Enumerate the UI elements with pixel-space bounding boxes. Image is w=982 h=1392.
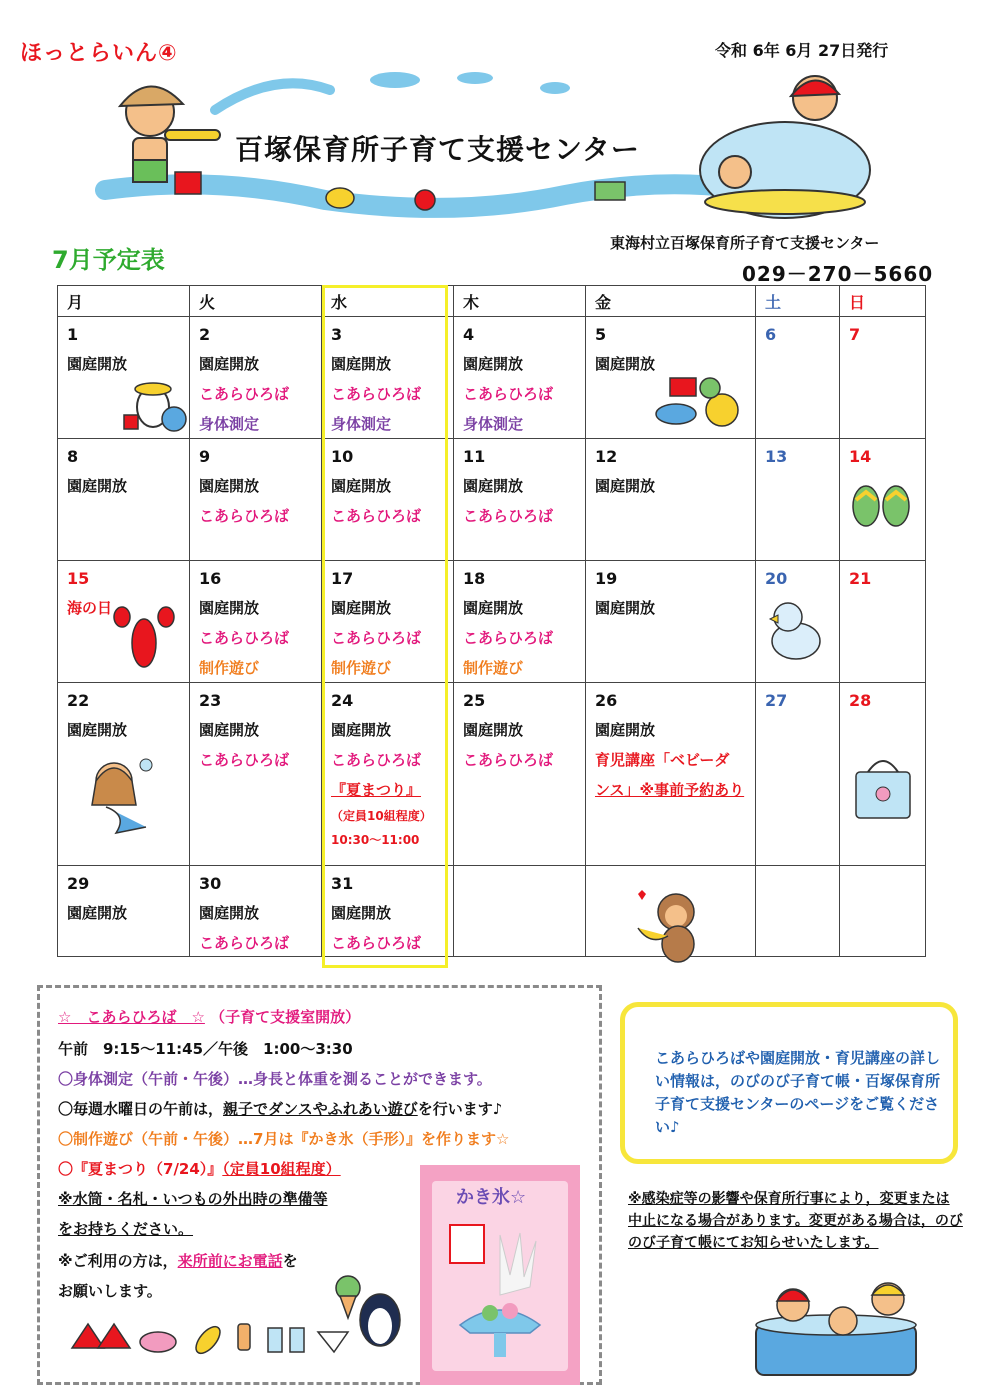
- calendar-day: [322, 561, 454, 683]
- day-event: 園庭開放: [199, 904, 260, 922]
- day-number: 19: [595, 569, 618, 588]
- info-heading-sub: （子育て支援室開放）: [210, 1008, 361, 1026]
- day-number: 22: [67, 691, 90, 710]
- calendar-day: [586, 683, 756, 866]
- calendar-day: [322, 439, 454, 561]
- day-event: 制作遊び: [199, 659, 260, 677]
- day-number: 12: [595, 447, 618, 466]
- weekday-header: 火: [190, 286, 322, 317]
- weekday-header: 金: [586, 286, 756, 317]
- day-event: 育児講座「ベビーダ: [595, 751, 730, 769]
- day-event: 身体測定: [199, 415, 260, 433]
- issue-date: 令和 6年 6月 27日発行: [715, 41, 889, 60]
- day-number: 8: [67, 447, 79, 466]
- day-event: 園庭開放: [331, 721, 392, 739]
- change-warning: ※感染症等の影響や保育所行事により，変更または中止になる場合があります。変更がある場合は，のびのび子育て帳にてお知らせいたします。: [628, 1191, 963, 1251]
- info-line-thanks: お願いします。: [58, 1282, 162, 1300]
- handprint-icon: [440, 1215, 560, 1375]
- day-number: 26: [595, 691, 618, 710]
- kakigori-label: かき氷☆: [456, 1187, 527, 1208]
- info-link-text: こあらひろばや園庭開放・育児講座の詳しい情報は，のびのび子育て帳・百塚保育所子育て支援センターのページをご覧ください♪: [655, 1049, 941, 1136]
- calendar-day: [322, 683, 454, 866]
- day-event: 園庭開放: [595, 721, 656, 739]
- day-event: 園庭開放: [463, 355, 524, 373]
- mermaid-girl-icon: [76, 755, 160, 835]
- day-event: 制作遊び: [463, 659, 524, 677]
- info-line-craft: 〇制作遊び（午前・午後）…7月は『かき氷（手形）』を作ります☆: [58, 1130, 510, 1148]
- day-event: 園庭開放: [595, 355, 656, 373]
- day-event: 園庭開放: [463, 477, 524, 495]
- calendar-day: [454, 866, 586, 957]
- day-event: こあらひろば: [331, 934, 422, 952]
- calendar-day: [58, 439, 190, 561]
- day-number: 2: [199, 325, 211, 344]
- day-event: こあらひろば: [331, 507, 422, 525]
- calendar-day: [58, 866, 190, 957]
- schedule-title: 7月予定表: [52, 246, 165, 274]
- day-event: 園庭開放: [331, 355, 392, 373]
- day-event: （定員10組程度）: [331, 809, 432, 823]
- day-event: 園庭開放: [595, 599, 656, 617]
- day-event: 園庭開放: [67, 477, 128, 495]
- child-icon: [120, 86, 220, 182]
- day-event: 園庭開放: [199, 355, 260, 373]
- calendar-day: [586, 439, 756, 561]
- day-event: こあらひろば: [463, 751, 554, 769]
- day-event: 身体測定: [463, 415, 524, 433]
- info-line-dance: 〇毎週水曜日の午前は，親子でダンスやふれあい遊びを行います♪: [58, 1100, 503, 1118]
- calendar-day: [322, 866, 454, 957]
- day-number: 27: [765, 691, 788, 710]
- day-event: こあらひろば: [463, 629, 554, 647]
- day-number: 11: [463, 447, 486, 466]
- lobster-icon: [112, 605, 177, 675]
- info-line-call: ※ご利用の方は，来所前にお電話を: [58, 1252, 298, 1270]
- day-number: 24: [331, 691, 354, 710]
- weekday-header: 土: [756, 286, 840, 317]
- calendar-day: [840, 561, 926, 683]
- day-number: 4: [463, 325, 475, 344]
- day-number: 13: [765, 447, 788, 466]
- day-event: 園庭開放: [67, 904, 128, 922]
- info-link-box: [620, 1002, 958, 1164]
- info-line-bring: ※水筒・名札・いつもの外出時の準備等: [58, 1190, 328, 1208]
- day-event: 身体測定: [331, 415, 392, 433]
- day-event: 園庭開放: [331, 599, 392, 617]
- day-event: 園庭開放: [595, 477, 656, 495]
- day-number: 9: [199, 447, 211, 466]
- day-event: 園庭開放: [463, 721, 524, 739]
- beach-toys-icon: [650, 370, 745, 435]
- center-title: 百塚保育所子育て支援センター: [235, 133, 640, 166]
- day-event: ンス」※事前予約あり: [595, 781, 745, 799]
- calendar-day: [586, 561, 756, 683]
- day-event: こあらひろば: [199, 629, 290, 647]
- day-event: 園庭開放: [199, 477, 260, 495]
- day-event: こあらひろば: [463, 385, 554, 403]
- day-number: 1: [67, 325, 79, 344]
- info-line-bring-2: をお持ちください。: [58, 1220, 194, 1238]
- day-number: 31: [331, 874, 354, 893]
- monkey-banana-icon: [628, 888, 712, 968]
- day-event: 園庭開放: [67, 355, 128, 373]
- day-event: 制作遊び: [331, 659, 392, 677]
- day-number: 6: [765, 325, 777, 344]
- pool-children-icon: [700, 76, 870, 218]
- day-number: 29: [67, 874, 90, 893]
- day-event: こあらひろば: [331, 751, 422, 769]
- calendar-day: [190, 439, 322, 561]
- calendar-day: [190, 561, 322, 683]
- calendar-day: [756, 683, 840, 866]
- penguin-icon: [118, 375, 188, 435]
- weekday-header: 木: [454, 286, 586, 317]
- day-number: 28: [849, 691, 872, 710]
- info-line-measure: 〇身体測定（午前・午後）…身長と体重を測ることができます。: [58, 1070, 492, 1088]
- pool-kids-icon: [748, 1265, 923, 1380]
- day-event: 園庭開放: [67, 721, 128, 739]
- day-number: 10: [331, 447, 354, 466]
- day-number: 5: [595, 325, 607, 344]
- day-event: 園庭開放: [199, 721, 260, 739]
- sandals-icon: [848, 482, 914, 528]
- day-number: 20: [765, 569, 788, 588]
- day-number: 14: [849, 447, 872, 466]
- organization-name: 東海村立百塚保育所子育て支援センター: [610, 234, 880, 252]
- info-hours: 午前 9:15～11:45／午後 1:00～3:30: [58, 1040, 353, 1058]
- day-event: こあらひろば: [199, 934, 290, 952]
- calendar-day: [190, 317, 322, 439]
- day-event: 園庭開放: [331, 904, 392, 922]
- calendar-day: [322, 317, 454, 439]
- calendar-week-row: [58, 683, 926, 866]
- calendar-day: [454, 439, 586, 561]
- day-event: 10:30～11:00: [331, 833, 420, 847]
- weekday-header: 日: [840, 286, 926, 317]
- beach-bag-icon: [850, 750, 916, 822]
- duck-icon: [762, 595, 827, 665]
- day-number: 16: [199, 569, 222, 588]
- day-event: 園庭開放: [199, 599, 260, 617]
- day-number: 15: [67, 569, 90, 588]
- info-line-festival: 〇『夏まつり（7/24）』（定員10組程度）: [58, 1160, 341, 1178]
- day-event: こあらひろば: [331, 629, 422, 647]
- calendar-day: [756, 317, 840, 439]
- calendar-week-row: [58, 439, 926, 561]
- newsletter-series: ほっとらいん④: [20, 41, 178, 66]
- day-event: 園庭開放: [331, 477, 392, 495]
- calendar-day: [454, 683, 586, 866]
- calendar-day: [756, 866, 840, 957]
- calendar-week-row: [58, 866, 926, 957]
- day-event: 海の日: [67, 599, 113, 617]
- day-event: こあらひろば: [331, 385, 422, 403]
- weekday-header: 月: [58, 286, 190, 317]
- day-event: こあらひろば: [463, 507, 554, 525]
- calendar-day: [840, 317, 926, 439]
- day-event: 『夏まつり』: [331, 781, 422, 799]
- calendar-day: [190, 866, 322, 957]
- day-number: 30: [199, 874, 222, 893]
- day-number: 23: [199, 691, 222, 710]
- day-number: 17: [331, 569, 354, 588]
- day-number: 18: [463, 569, 486, 588]
- phone-number: 029－270－5660: [742, 262, 934, 286]
- calendar-day: [756, 439, 840, 561]
- day-number: 25: [463, 691, 486, 710]
- penguin-icecream-icon: [330, 1268, 410, 1353]
- calendar-day: [454, 561, 586, 683]
- calendar-day: [190, 683, 322, 866]
- day-event: こあらひろば: [199, 751, 290, 769]
- calendar-day: [840, 866, 926, 957]
- day-number: 7: [849, 325, 861, 344]
- day-number: 21: [849, 569, 872, 588]
- info-heading: ☆ こあらひろば ☆: [58, 1008, 205, 1026]
- day-event: こあらひろば: [199, 507, 290, 525]
- calendar-day: [454, 317, 586, 439]
- day-event: こあらひろば: [199, 385, 290, 403]
- weekday-header-row: [58, 286, 926, 317]
- day-number: 3: [331, 325, 343, 344]
- summer-food-icons: [68, 1318, 358, 1358]
- weekday-header: 水: [322, 286, 454, 317]
- kakigori-photo: [420, 1165, 580, 1385]
- day-event: 園庭開放: [463, 599, 524, 617]
